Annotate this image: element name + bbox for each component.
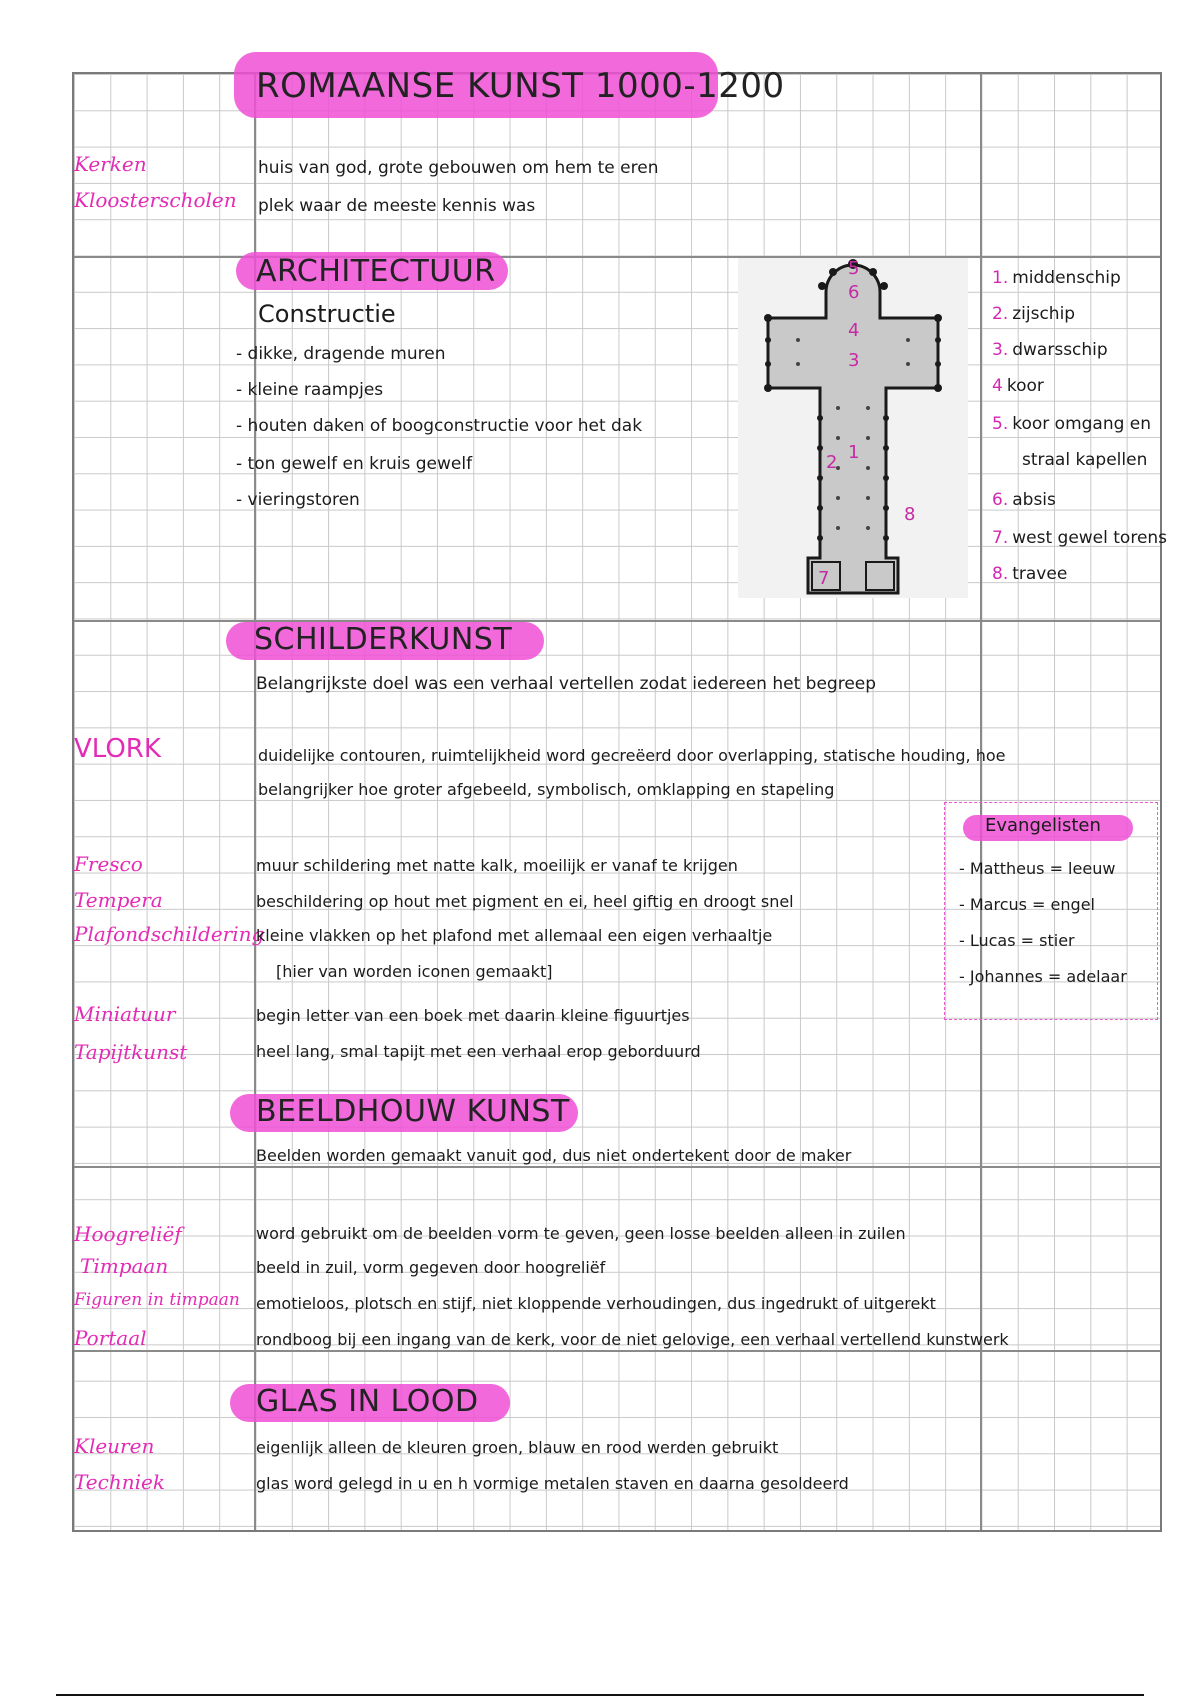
section-divider bbox=[74, 1166, 1160, 1168]
section-divider bbox=[74, 620, 1160, 622]
schilderkunst-title: SCHILDERKUNST bbox=[254, 622, 513, 657]
intro-line: plek waar de meeste kennis was bbox=[258, 196, 536, 216]
plan-label-1: 1 bbox=[848, 442, 860, 463]
cathedral-floor-plan bbox=[738, 258, 968, 598]
legend-item: 1. middenschip bbox=[992, 268, 1121, 288]
glasinlood-line: eigenlijk alleen de kleuren groen, blauw en rood werden gebruikt bbox=[256, 1438, 779, 1457]
vlork-line: belangrijker hoe groter afgebeeld, symbolisch, omklapping en stapeling bbox=[258, 780, 835, 799]
other-line: begin letter van een boek met daarin kleine figuurtjes bbox=[256, 1006, 690, 1025]
label-techniek: Techniek bbox=[74, 1470, 165, 1494]
evangelisten-title: Evangelisten bbox=[985, 815, 1101, 836]
label-vlork: VLORK bbox=[74, 734, 161, 764]
legend-item: 2. zijschip bbox=[992, 304, 1076, 324]
legend-item: 3. dwarsschip bbox=[992, 340, 1108, 360]
label-kloosterscholen: Kloosterscholen bbox=[74, 188, 237, 212]
label-miniatuur: Miniatuur bbox=[74, 1002, 176, 1026]
vlork-line: duidelijke contouren, ruimtelijkheid word gecreëerd door overlapping, statische houding, hoe bbox=[258, 746, 1006, 765]
glasinlood-line: glas word gelegd in u en h vormige metalen staven en daarna gesoldeerd bbox=[256, 1474, 849, 1493]
schilderkunst-intro: Belangrijkste doel was een verhaal vertellen zodat iedereen het begreep bbox=[256, 674, 877, 694]
constructie-item: - vieringstoren bbox=[236, 490, 360, 510]
bottom-rule bbox=[56, 1694, 1144, 1696]
legend-item: 7. west gewel torens bbox=[992, 528, 1168, 548]
technique-line: muur schildering met natte kalk, moeilijk er vanaf te krijgen bbox=[256, 856, 738, 875]
label-tempera: Tempera bbox=[74, 888, 163, 912]
label-figuren-in-timpaan: Figuren in timpaan bbox=[74, 1290, 240, 1310]
evangelist-item: - Mattheus = leeuw bbox=[959, 859, 1116, 878]
label-plafondschildering: Plafondschildering bbox=[74, 922, 265, 946]
beeldhouwkunst-line: rondboog bij een ingang van de kerk, voor de niet gelovige, een verhaal vertellend kunstwerk bbox=[256, 1330, 1009, 1349]
plan-label-2: 2 bbox=[826, 452, 838, 473]
beeldhouwkunst-intro: Beelden worden gemaakt vanuit god, dus niet ondertekent door de maker bbox=[256, 1146, 852, 1165]
intro-line: huis van god, grote gebouwen om hem te eren bbox=[258, 158, 659, 178]
label-timpaan: Timpaan bbox=[80, 1254, 169, 1278]
plan-label-5: 5 bbox=[848, 258, 860, 279]
beeldhouwkunst-line: emotieloos, plotsch en stijf, niet kloppende verhoudingen, dus ingedrukt of uitgerekt bbox=[256, 1294, 936, 1313]
constructie-item: - houten daken of boogconstructie voor het dak bbox=[236, 416, 643, 436]
constructie-item: - dikke, dragende muren bbox=[236, 344, 446, 364]
technique-line: kleine vlakken op het plafond met allemaal een eigen verhaaltje bbox=[256, 926, 773, 945]
label-portaal: Portaal bbox=[74, 1326, 147, 1350]
label-kerken: Kerken bbox=[74, 152, 147, 176]
page-title: ROMAANSE KUNST 1000-1200 bbox=[256, 66, 785, 106]
label-hoogrelief: Hoogreliëf bbox=[74, 1222, 182, 1246]
other-line: heel lang, smal tapijt met een verhaal erop geborduurd bbox=[256, 1042, 701, 1061]
plan-label-8: 8 bbox=[904, 504, 916, 525]
constructie-item: - kleine raampjes bbox=[236, 380, 384, 400]
constructie-subhead: Constructie bbox=[258, 300, 396, 328]
legend-item: 6. absis bbox=[992, 490, 1056, 510]
architectuur-title: ARCHITECTUUR bbox=[256, 254, 496, 289]
plan-label-7: 7 bbox=[818, 568, 830, 589]
legend-item: 4 koor bbox=[992, 376, 1044, 396]
legend-item: straal kapellen bbox=[1022, 450, 1148, 470]
label-kleuren: Kleuren bbox=[74, 1434, 155, 1458]
section-divider bbox=[74, 256, 1160, 258]
legend-item: 8. travee bbox=[992, 564, 1068, 584]
beeldhouwkunst-title: BEELDHOUW KUNST bbox=[256, 1094, 570, 1129]
beeldhouwkunst-line: beeld in zuil, vorm gegeven door hoogreliëf bbox=[256, 1258, 606, 1277]
technique-line: [hier van worden iconen gemaakt] bbox=[276, 962, 553, 981]
label-tapijtkunst: Tapijtkunst bbox=[74, 1040, 188, 1064]
evangelist-item: - Marcus = engel bbox=[959, 895, 1095, 914]
beeldhouwkunst-line: word gebruikt om de beelden vorm te geven, geen losse beelden alleen in zuilen bbox=[256, 1224, 906, 1243]
evangelist-item: - Lucas = stier bbox=[959, 931, 1075, 950]
plan-label-3: 3 bbox=[848, 350, 860, 371]
plan-label-4: 4 bbox=[848, 320, 860, 341]
evangelist-item: - Johannes = adelaar bbox=[959, 967, 1127, 986]
legend-item: 5. koor omgang en bbox=[992, 414, 1152, 434]
glasinlood-title: GLAS IN LOOD bbox=[256, 1384, 479, 1419]
technique-line: beschildering op hout met pigment en ei, heel giftig en droogt snel bbox=[256, 892, 794, 911]
evangelisten-box bbox=[944, 802, 1158, 1020]
label-fresco: Fresco bbox=[74, 852, 143, 876]
section-divider bbox=[74, 1350, 1160, 1352]
constructie-item: - ton gewelf en kruis gewelf bbox=[236, 454, 473, 474]
plan-label-6: 6 bbox=[848, 282, 860, 303]
